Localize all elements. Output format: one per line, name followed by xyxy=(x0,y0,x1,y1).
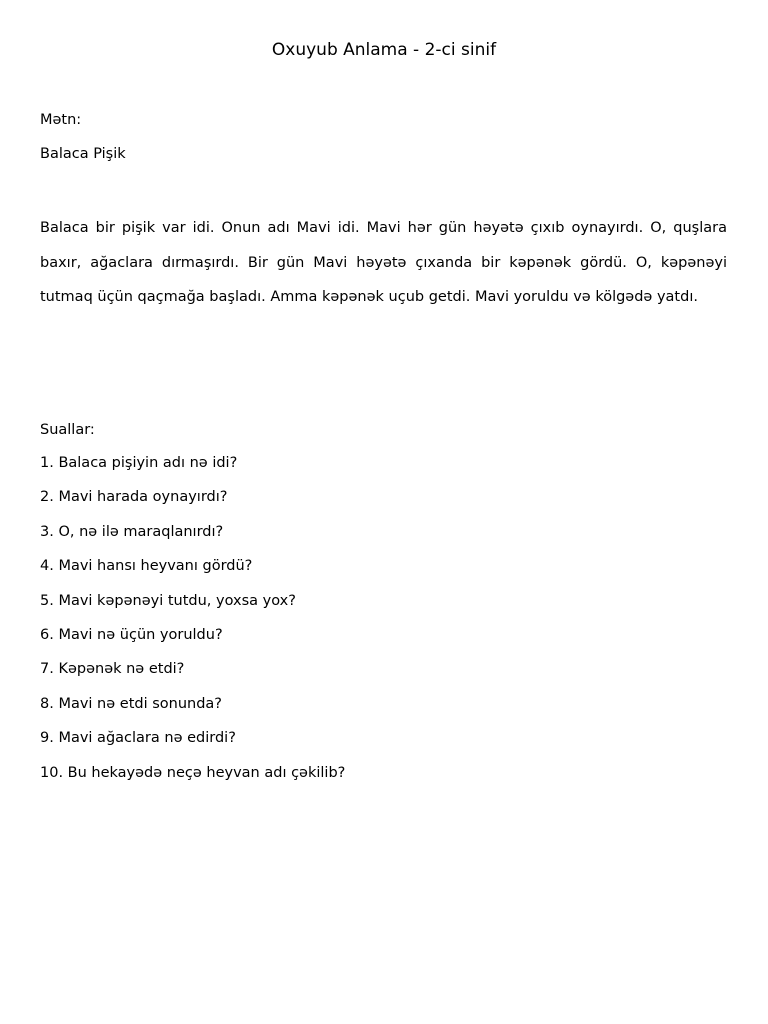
question-item: 2. Mavi harada oynayırdı? xyxy=(40,489,228,506)
question-item: 1. Balaca pişiyin adı nə idi? xyxy=(40,455,238,471)
question-item: 6. Mavi nə üçün yoruldu? xyxy=(40,626,223,643)
question-list xyxy=(40,453,345,797)
question-item: 5. Mavi kəpənəyi tutdu, yoxsa yox? xyxy=(40,592,296,609)
question-item: 10. Bu hekayədə neçə heyvan adı çəkilib? xyxy=(40,764,346,781)
story-paragraph: Balaca bir pişik var idi. Onun adı Mavi idi. Mavi hər gün həyətə çıxıb oynayırdı. O, quşlara baxır, ağaclara dırmaşırdı. Bir gün Mavi həyətə çıxanda bir kəpənək gördü. O, kəpənəyi tutmaq üçün qaçmağa başladı. Amma kəpənək uçub getdi. Mavi yoruldu və kölgədə yatdı. xyxy=(40,220,727,305)
question-item: 9. Mavi ağaclara nə edirdi? xyxy=(40,730,236,747)
question-item: 4. Mavi hansı heyvanı gördü? xyxy=(40,558,253,575)
question-item: 7. Kəpənək nə etdi? xyxy=(40,661,185,678)
question-item: 3. O, nə ilə maraqlanırdı? xyxy=(40,523,224,540)
questions-label: Suallar: xyxy=(40,422,95,438)
story-title: Balaca Pişik xyxy=(40,146,126,162)
document-title: Oxuyub Anlama - 2-ci sinif xyxy=(271,40,497,60)
question-item: 8. Mavi nə etdi sonunda? xyxy=(40,695,223,712)
text-label: Mətn: xyxy=(40,112,82,128)
